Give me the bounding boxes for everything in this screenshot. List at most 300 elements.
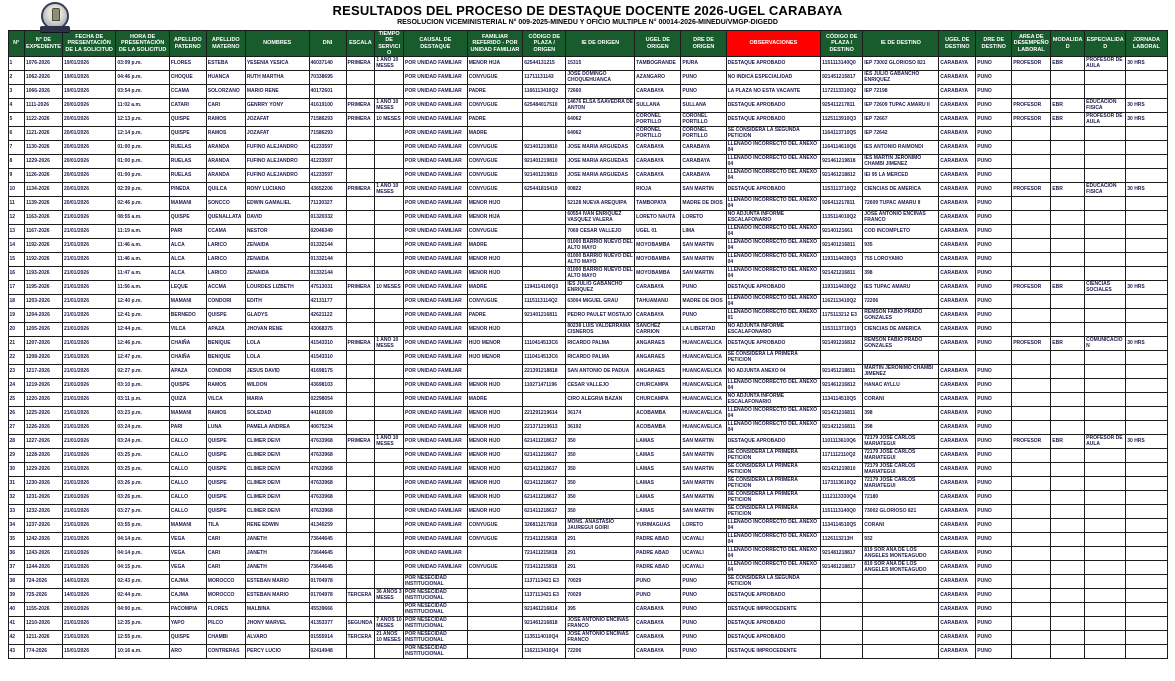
- table-cell: CARABAYA: [635, 631, 681, 645]
- table-cell: 04:14 p.m.: [116, 547, 169, 561]
- table-cell: EBR: [1051, 99, 1085, 113]
- table-cell: FUFINO ALEJANDRO: [245, 155, 309, 169]
- table-cell: 36 AÑOS 3 MESES: [376, 589, 402, 601]
- table-cell: 15/01/2026: [62, 645, 115, 659]
- table-cell: [1085, 351, 1126, 365]
- table-cell: 21/01/2026: [62, 225, 115, 239]
- table-cell: 21/01/2026: [62, 421, 115, 435]
- table-cell: 921401216811: [821, 239, 863, 253]
- table-cell: 1228-2026: [24, 449, 62, 463]
- table-cell: 1204-2026: [24, 309, 62, 323]
- table-row: [8, 71, 1167, 85]
- table-cell: HUANCAVELICA: [681, 393, 726, 407]
- table-cell: EBR: [1051, 435, 1085, 449]
- table-cell: CARABAYA: [939, 631, 976, 645]
- table-cell: POR UNIDAD FAMILIAR: [404, 281, 468, 295]
- table-cell: MENOR HIJA: [467, 57, 522, 71]
- table-cell: 921481218817: [821, 561, 863, 575]
- table-cell: PUNO: [976, 309, 1012, 323]
- table-row: [8, 589, 1167, 603]
- table-cell: 110271471196: [523, 379, 566, 393]
- table-cell: [346, 267, 375, 281]
- table-cell: [1085, 421, 1126, 435]
- table-cell: LOURDES LIZBETH: [245, 281, 309, 295]
- table-cell: PUNO: [681, 645, 726, 659]
- table-cell: SAN MARTIN: [681, 267, 726, 281]
- table-cell: 14/01/2026: [62, 575, 115, 589]
- table-cell: 1208-2026: [24, 351, 62, 365]
- table-cell: CARABAYA: [635, 617, 681, 631]
- table-cell: [346, 295, 375, 309]
- table-cell: IES TUPAC AMARU: [863, 281, 939, 295]
- table-cell: 40675234: [309, 421, 346, 435]
- table-cell: 23: [8, 365, 24, 379]
- table-cell: [1126, 547, 1167, 561]
- table-cell: 1125113910Q3: [821, 113, 863, 127]
- table-cell: [1085, 631, 1126, 645]
- table-row: [8, 141, 1167, 155]
- table-cell: [1012, 127, 1051, 141]
- column-header: OBSERVACIONES: [726, 31, 821, 57]
- table-cell: [346, 603, 375, 617]
- table-cell: 21/01/2026: [62, 267, 115, 281]
- table-cell: 41233597: [309, 141, 346, 155]
- table-cell: PUNO: [681, 589, 726, 603]
- table-cell: 925411217811: [821, 99, 863, 113]
- table-cell: [375, 533, 404, 547]
- table-cell: CHOQUE: [169, 71, 206, 85]
- table-cell: CLIMER DEIVI: [245, 491, 309, 505]
- table-cell: YURIMAGUAS: [635, 519, 681, 533]
- table-cell: SE CONSIDERA LA SEGUNDA PETICION: [726, 127, 821, 141]
- table-cell: 9: [8, 169, 24, 183]
- table-cell: EBR: [1051, 57, 1085, 71]
- table-cell: 1130-2026: [24, 141, 62, 155]
- table-cell: REMSON FABIO PRADO GONZALES: [863, 309, 939, 323]
- table-cell: CALLO: [169, 449, 206, 463]
- table-cell: 04:14 p.m.: [116, 533, 169, 547]
- table-cell: 10: [8, 183, 24, 197]
- table-cell: 1207-2026: [24, 337, 62, 351]
- table-cell: 03:25 p.m.: [116, 449, 169, 463]
- table-cell: SANCHEZ CARRION: [635, 323, 681, 337]
- table-cell: 03:24 p.m.: [116, 421, 169, 435]
- table-cell: TAHUAMANU: [635, 295, 681, 309]
- table-cell: MENOR HIJO: [467, 323, 522, 337]
- table-cell: JANETH: [245, 547, 309, 561]
- table-cell: SE CONSIDERA LA PRIMERA PETICION: [726, 477, 821, 491]
- table-cell: [1012, 617, 1051, 631]
- table-cell: CARABAYA: [939, 183, 976, 197]
- table-cell: CARABAYA: [939, 197, 976, 211]
- table-cell: DESTAQUE APROBADO: [726, 57, 821, 71]
- table-cell: 1151113140Q0: [821, 505, 863, 519]
- table-cell: 921401219810: [523, 169, 566, 183]
- table-cell: [375, 141, 404, 155]
- table-cell: 921421219810: [821, 463, 863, 477]
- table-cell: [346, 309, 375, 323]
- table-cell: RICARDO PALMA: [566, 337, 635, 351]
- table-cell: CARABAYA: [939, 239, 976, 253]
- table-cell: 398: [863, 267, 939, 281]
- table-cell: POR UNIDAD FAMILIAR: [404, 449, 468, 463]
- table-cell: [467, 365, 522, 379]
- table-cell: CARABAYA: [681, 141, 726, 155]
- table-cell: VILCA: [206, 393, 245, 407]
- table-cell: 1126-2026: [24, 169, 62, 183]
- table-cell: SAN MARTIN: [681, 253, 726, 267]
- table-cell: PROFESOR DE AULA: [1085, 57, 1126, 71]
- table-cell: 02414948: [309, 645, 346, 659]
- table-cell: 1225-2026: [24, 407, 62, 421]
- table-cell: 921401219810: [523, 141, 566, 155]
- table-cell: ANGARAES: [635, 365, 681, 379]
- table-cell: 42621122: [309, 309, 346, 323]
- table-cell: 02:43 p.m.: [116, 575, 169, 589]
- table-cell: POR UNIDAD FAMILIAR: [404, 505, 468, 519]
- table-cell: 26: [8, 407, 24, 421]
- table-cell: EDITH: [245, 295, 309, 309]
- table-cell: [1126, 575, 1167, 589]
- table-cell: GENRRY YONY: [245, 99, 309, 113]
- table-cell: CARI: [206, 547, 245, 561]
- table-cell: 02:27 p.m.: [116, 365, 169, 379]
- table-cell: [821, 631, 863, 645]
- table-cell: RUELAS: [169, 169, 206, 183]
- table-cell: JHONY MARVEL: [245, 617, 309, 631]
- table-cell: 73002 GLORIOSO 821: [863, 505, 939, 519]
- table-row: [8, 365, 1167, 379]
- table-cell: 03:25 p.m.: [116, 463, 169, 477]
- table-cell: 1166113410Q2: [523, 85, 566, 99]
- table-row: [8, 561, 1167, 575]
- table-cell: MALBINA: [245, 603, 309, 617]
- table-cell: [1085, 505, 1126, 519]
- table-cell: 12:35 p.m.: [116, 617, 169, 631]
- table-cell: SE CONSIDERA LA PRIMERA PETICION: [726, 351, 821, 365]
- table-cell: 73644645: [309, 561, 346, 575]
- table-cell: LLENADO INCORRECTO DEL ANEXO 04: [726, 519, 821, 533]
- table-cell: 21/01/2026: [62, 323, 115, 337]
- table-cell: [863, 351, 939, 365]
- table-cell: 1076-2026: [24, 57, 62, 71]
- table-cell: [1012, 589, 1051, 603]
- table-cell: 72179 JOSE CARLOS MARIATEGUI: [863, 435, 939, 449]
- table-cell: ESTEBAN MARIO: [245, 589, 309, 603]
- table-cell: 01:00 p.m.: [116, 169, 169, 183]
- table-cell: CARABAYA: [939, 421, 976, 435]
- table-cell: EBR: [1051, 281, 1085, 295]
- table-cell: SAN MARTIN: [681, 463, 726, 477]
- table-cell: 03:23 p.m.: [116, 407, 169, 421]
- table-cell: 621411218617: [523, 435, 566, 449]
- table-cell: LLENADO INCORRECTO DEL ANEXO 04: [726, 197, 821, 211]
- table-cell: 11711131143: [523, 71, 566, 85]
- table-cell: CHAMBI: [206, 631, 245, 645]
- table-cell: PRIMERA: [346, 99, 375, 113]
- table-cell: PRIMERA: [346, 113, 375, 127]
- table-cell: MENOR HIJO: [467, 421, 522, 435]
- table-cell: [1012, 547, 1051, 561]
- table-cell: 43652206: [309, 183, 346, 197]
- table-cell: 20/01/2026: [62, 197, 115, 211]
- table-cell: CONYUGUE: [467, 295, 522, 309]
- table-cell: 32: [8, 491, 24, 505]
- table-cell: [375, 449, 404, 463]
- table-cell: POR UNIDAD FAMILIAR: [404, 519, 468, 533]
- table-cell: LORETO: [681, 519, 726, 533]
- table-cell: [1051, 603, 1085, 617]
- table-cell: [1012, 379, 1051, 393]
- table-cell: CARABAYA: [939, 225, 976, 239]
- table-cell: 01000 BARRIO NUEVO DEL ALTO MAYO: [567, 267, 633, 279]
- table-cell: 291: [566, 547, 635, 561]
- table-cell: [1012, 267, 1051, 281]
- table-cell: MAMANI: [169, 295, 206, 309]
- table-cell: 1112113330Q4: [821, 491, 863, 505]
- table-cell: [1126, 603, 1167, 617]
- table-cell: [1012, 645, 1051, 659]
- table-cell: 30 HRS: [1126, 99, 1167, 113]
- table-cell: BERNEDO: [169, 309, 206, 323]
- table-cell: 72179 JOSE CARLOS MARIATEGUI: [863, 449, 939, 463]
- table-cell: [1126, 211, 1167, 225]
- table-cell: [1051, 141, 1085, 155]
- table-cell: IEP 73002 GLORIOSO 821: [863, 57, 939, 71]
- table-cell: 03:26 p.m.: [116, 491, 169, 505]
- table-cell: CARABAYA: [681, 169, 726, 183]
- table-cell: 1126113213H: [821, 533, 863, 547]
- table-cell: HUANCAVELICA: [681, 421, 726, 435]
- table-cell: [375, 379, 404, 393]
- table-cell: LLENADO INCORRECTO DEL ANEXO 04: [726, 547, 821, 561]
- table-cell: YESENIA YESICA: [245, 57, 309, 71]
- table-cell: 34: [8, 519, 24, 533]
- table-cell: [1051, 351, 1085, 365]
- table-cell: 1: [8, 57, 24, 71]
- table-cell: [1126, 561, 1167, 575]
- table-cell: 21 AÑOS 10 MESES: [375, 631, 404, 645]
- column-header: APELLIDO PATERNO: [169, 31, 206, 57]
- table-cell: POR UNIDAD FAMILIAR: [404, 225, 468, 239]
- table-cell: PRIMERA: [346, 435, 375, 449]
- table-cell: POR UNIDAD FAMILIAR: [404, 393, 468, 407]
- table-cell: HIJO MENOR: [467, 351, 522, 365]
- table-cell: PRIMERA: [346, 337, 375, 351]
- table-cell: 1 AÑO 10 MESES: [375, 337, 404, 351]
- table-cell: 21/01/2026: [62, 631, 115, 645]
- table-cell: 21/01/2026: [62, 309, 115, 323]
- table-cell: [346, 323, 375, 337]
- table-cell: QUISPE: [206, 449, 245, 463]
- table-cell: 36174: [566, 407, 635, 421]
- table-cell: 30 HRS: [1126, 337, 1167, 351]
- table-cell: CARABAYA: [635, 309, 681, 323]
- table-row: [8, 127, 1167, 141]
- table-cell: CARABAYA: [939, 337, 976, 351]
- table-cell: 721411215818: [523, 561, 566, 575]
- table-cell: 62544131215: [523, 57, 566, 71]
- table-cell: 21/01/2026: [62, 211, 115, 225]
- table-cell: 1110414513C6: [523, 337, 566, 351]
- table-cell: 21/01/2026: [62, 295, 115, 309]
- table-cell: PUNO: [976, 225, 1012, 239]
- table-cell: [375, 309, 404, 323]
- table-cell: 21/01/2026: [62, 533, 115, 547]
- table-cell: LLENADO INCORRECTO DEL ANEXO 04: [726, 225, 821, 239]
- table-cell: 621411218617: [523, 449, 566, 463]
- table-cell: [375, 225, 404, 239]
- table-cell: [375, 85, 404, 99]
- column-header: ESCALA: [346, 31, 375, 57]
- table-cell: CHAIÑA: [169, 351, 206, 365]
- table-cell: SAN MARTIN: [681, 477, 726, 491]
- table-cell: [1051, 211, 1085, 225]
- table-cell: FLORES: [206, 603, 245, 617]
- table-cell: CONYUGUE: [467, 71, 522, 85]
- table-cell: PROFESOR DE AULA: [1085, 113, 1126, 127]
- table-cell: PUNO: [976, 505, 1012, 519]
- table-row: [8, 575, 1167, 589]
- table-cell: 20/01/2026: [62, 169, 115, 183]
- table-cell: 47633968: [309, 477, 346, 491]
- table-cell: TAMBOGRANDE: [635, 57, 681, 71]
- table-cell: 1121-2026: [24, 127, 62, 141]
- table-cell: 398: [863, 407, 939, 421]
- table-cell: [1051, 295, 1085, 309]
- table-cell: 11:19 a.m.: [116, 225, 169, 239]
- table-cell: IEP 72609 TUPAC AMARU II: [863, 99, 939, 113]
- table-cell: 12:44 p.m.: [116, 323, 169, 337]
- table-cell: 02:39 p.m.: [116, 183, 169, 197]
- institution-seal-logo: [40, 2, 70, 32]
- table-cell: [1012, 211, 1051, 225]
- table-cell: 921421216811: [821, 407, 863, 421]
- table-cell: 1195-2026: [24, 281, 62, 295]
- table-cell: [375, 575, 404, 589]
- table-cell: MENOR HIJO: [467, 267, 522, 281]
- table-cell: 350: [566, 477, 635, 491]
- table-cell: 1231-2026: [24, 491, 62, 505]
- table-cell: MENOR HIJA: [467, 211, 522, 225]
- table-cell: CARABAYA: [939, 169, 976, 183]
- table-cell: CARABAYA: [939, 141, 976, 155]
- table-cell: 21/01/2026: [62, 463, 115, 477]
- table-cell: POR UNIDAD FAMILIAR: [404, 239, 468, 253]
- table-cell: PROFESOR: [1012, 57, 1051, 71]
- table-cell: 1110414513C6: [523, 351, 566, 365]
- table-cell: QUISPE: [169, 113, 206, 127]
- table-cell: UCAYALI: [681, 547, 726, 561]
- table-cell: [821, 351, 863, 365]
- table-cell: 47513031: [309, 281, 346, 295]
- table-cell: [375, 477, 404, 491]
- table-cell: [1051, 463, 1085, 477]
- table-cell: [1085, 589, 1126, 603]
- table-cell: LAMAS: [635, 505, 681, 519]
- table-cell: [375, 295, 404, 309]
- table-cell: 350: [566, 449, 635, 463]
- table-cell: 19/01/2026: [62, 57, 115, 71]
- table-cell: DESTAQUE IMPROCEDENTE: [726, 603, 821, 617]
- table-cell: NO ADJUNTA INFORME ESCALAFONARIO: [726, 323, 821, 337]
- table-cell: [1126, 617, 1167, 631]
- table-row: [8, 267, 1167, 281]
- table-cell: [1051, 393, 1085, 407]
- table-cell: PUNO: [976, 141, 1012, 155]
- table-cell: PRIMERA: [346, 281, 375, 295]
- table-cell: [346, 645, 375, 659]
- table-cell: [346, 71, 375, 85]
- table-cell: 52128 NUEVA AREQUIPA: [566, 197, 635, 211]
- table-cell: [346, 407, 375, 421]
- table-cell: POR UNIDAD FAMILIAR: [404, 407, 468, 421]
- table-cell: [863, 631, 939, 645]
- table-cell: CARABAYA: [939, 71, 976, 85]
- table-cell: 1220-2026: [24, 393, 62, 407]
- table-cell: [1085, 449, 1126, 463]
- table-cell: 1227-2026: [24, 435, 62, 449]
- table-cell: LARICO: [206, 253, 245, 267]
- table-cell: [1051, 155, 1085, 169]
- table-cell: PUNO: [681, 71, 726, 85]
- table-cell: EBR: [1051, 337, 1085, 351]
- table-cell: [346, 505, 375, 519]
- table-cell: [346, 253, 375, 267]
- table-cell: [523, 253, 566, 267]
- table-cell: MAMANI: [169, 197, 206, 211]
- table-cell: [1051, 561, 1085, 575]
- table-cell: 36192: [566, 421, 635, 435]
- table-cell: [1085, 561, 1126, 575]
- table-cell: POR NESECIDAD INSTITUCIONAL: [404, 631, 468, 645]
- table-cell: [1051, 267, 1085, 281]
- table-cell: ARO: [169, 645, 206, 659]
- table-cell: [1012, 169, 1051, 183]
- table-cell: [1126, 589, 1167, 603]
- table-cell: [1012, 71, 1051, 85]
- table-cell: 1175113212 E3: [821, 309, 863, 323]
- table-cell: 921461216812: [821, 379, 863, 393]
- table-cell: [1051, 365, 1085, 379]
- table-cell: 1153113710Q3: [821, 323, 863, 337]
- table-cell: 935: [863, 239, 939, 253]
- table-cell: MENOR HIJO: [467, 435, 522, 449]
- table-row: [8, 225, 1167, 239]
- table-cell: 1111-2026: [24, 99, 62, 113]
- table-cell: 1173113610Q2: [821, 477, 863, 491]
- table-cell: CONYUGUE: [467, 561, 522, 575]
- table-cell: [1051, 547, 1085, 561]
- table-cell: 14: [8, 239, 24, 253]
- table-cell: RICARDO PALMA: [566, 351, 635, 365]
- column-header: N° DE EXPEDIENTE: [24, 31, 62, 57]
- table-cell: [1085, 393, 1126, 407]
- table-cell: POR UNIDAD FAMILIAR: [404, 267, 468, 281]
- table-cell: 819 SOR ANA DE LOS ANGELES MONTEAGUDO: [863, 547, 939, 561]
- table-cell: FUFINO ALEJANDRO: [245, 141, 309, 155]
- table-cell: [1085, 169, 1126, 183]
- table-cell: CARABAYA: [939, 379, 976, 393]
- table-cell: TAMBOPATA: [635, 197, 681, 211]
- table-cell: 12:14 p.m.: [116, 127, 169, 141]
- table-cell: 21/01/2026: [62, 393, 115, 407]
- document-title: RESULTADOS DEL PROCESO DE DESTAQUE DOCENTE 2026-UGEL CARABAYA: [332, 3, 843, 18]
- table-cell: [375, 253, 404, 267]
- table-cell: [1085, 267, 1126, 281]
- table-cell: 43068375: [309, 323, 346, 337]
- table-cell: 71586293: [309, 113, 346, 127]
